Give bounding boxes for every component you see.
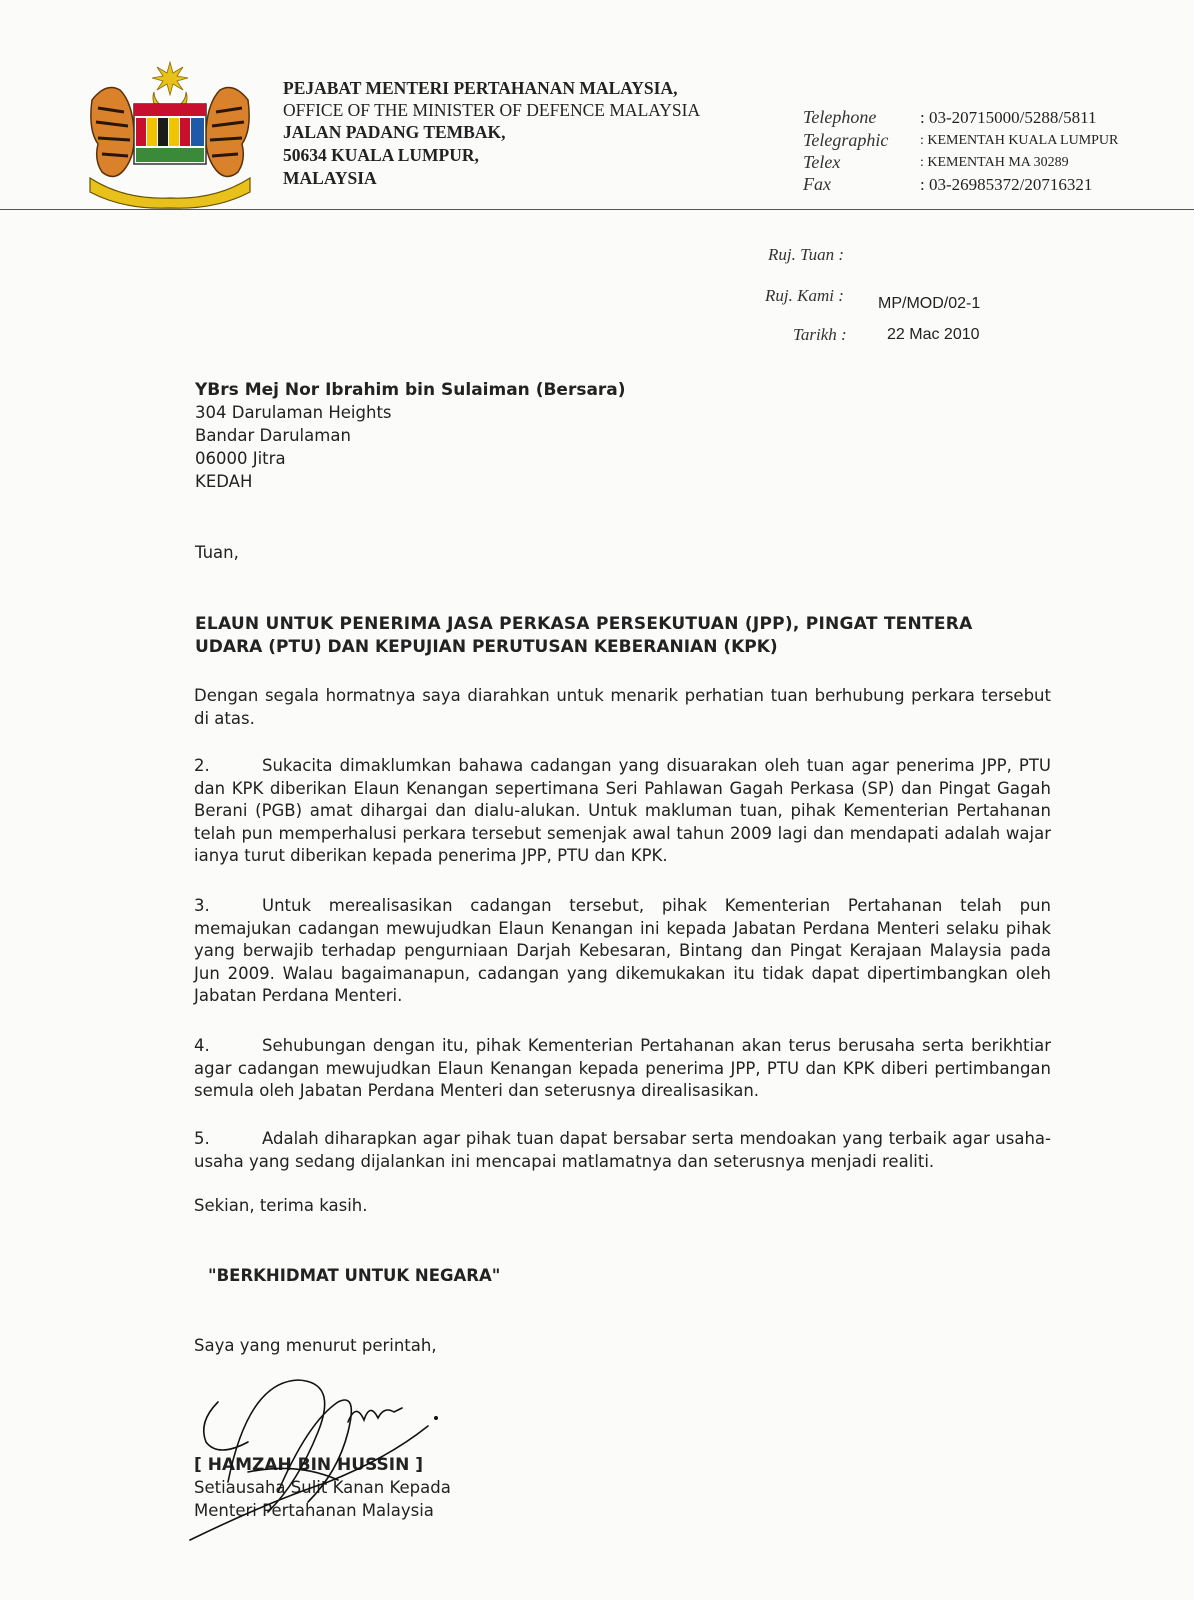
office-name-english: OFFICE OF THE MINISTER OF DEFENCE MALAYSIA bbox=[283, 100, 701, 120]
paragraph-number: 2. bbox=[194, 756, 210, 775]
paragraph-number: 5. bbox=[194, 1129, 210, 1148]
paragraph-text: Dengan segala hormatnya saya diarahkan untuk menarik perhatian tuan berhubung perkara tersebut di atas. bbox=[194, 686, 1051, 728]
closing: Sekian, terima kasih. bbox=[194, 1196, 368, 1215]
tarikh-value: 22 Mac 2010 bbox=[887, 326, 980, 343]
paragraph-number: 3. bbox=[194, 896, 210, 915]
coat-of-arms-logo bbox=[84, 60, 256, 210]
letterhead-divider bbox=[0, 209, 1194, 210]
paragraph-text: Adalah diharapkan agar pihak tuan dapat bersabar serta mendoakan yang terbaik agar usaha-usaha yang sedang dijalankan ini mencapai matlamatnya dan seterusnya menjadi realiti. bbox=[194, 1129, 1051, 1171]
office-street: JALAN PADANG TEMBAK, bbox=[283, 122, 506, 142]
ruj-kami-value: MP/MOD/02-1 bbox=[878, 295, 981, 312]
paragraph-5 bbox=[194, 1128, 1051, 1173]
tarikh-label: Tarikh : bbox=[793, 325, 847, 344]
telegraphic-value: : KEMENTAH KUALA LUMPUR bbox=[920, 133, 1119, 148]
recipient-name: YBrs Mej Nor Ibrahim bin Sulaiman (Bersara) bbox=[195, 380, 626, 400]
telegraphic-label: Telegraphic bbox=[803, 130, 889, 150]
signatory-name: [ HAMZAH BIN HUSSIN ] bbox=[194, 1455, 424, 1475]
paragraph-text: Sukacita dimaklumkan bahawa cadangan yang disuarakan oleh tuan agar penerima JPP, PTU dan KPK diberikan Elaun Kenangan sepertimana Seri Pahlawan Gagah Perkasa (SP) dan Pingat Gagah Berani (PGB) amat dihargai dan dialu-alukan. Untuk makluman tuan, pihak Kementerian Pertahanan telah pun memperhalusi perkara tersebut semenjak awal tahun 2009 lagi dan mendapati adalah wajar ianya turut diberikan kepada penerima JPP, PTU dan KPK. bbox=[194, 756, 1051, 866]
fax-value: : 03-26985372/20716321 bbox=[920, 175, 1093, 194]
office-country: MALAYSIA bbox=[283, 168, 377, 188]
salutation: Tuan, bbox=[195, 543, 239, 562]
paragraph-text: Untuk merealisasikan cadangan tersebut, pihak Kementerian Pertahanan telah pun memajukan cadangan mewujudkan Elaun Kenangan ini kepada Jabatan Perdana Menteri selaku pihak yang berwajib terhadap pengurniaan Darjah Kebesaran, Bintang dan Pingat Kerajaan Malaysia pada Jun 2009. Walau bagaimanapun, cadangan yang dikemukakan itu tidak dapat dipertimbangkan oleh Jabatan Perdana Menteri. bbox=[194, 896, 1051, 1006]
signatory-title-line: Menteri Pertahanan Malaysia bbox=[194, 1501, 434, 1520]
recipient-address-line: 304 Darulaman Heights bbox=[195, 403, 392, 422]
ruj-kami-label: Ruj. Kami : bbox=[765, 286, 844, 305]
office-postcode-city: 50634 KUALA LUMPUR, bbox=[283, 145, 479, 165]
telephone-value: : 03-20715000/5288/5811 bbox=[920, 108, 1097, 127]
telex-label: Telex bbox=[803, 152, 841, 172]
sign-off: Saya yang menurut perintah, bbox=[194, 1336, 437, 1355]
handwritten-signature bbox=[188, 1362, 448, 1544]
recipient-address-line: KEDAH bbox=[195, 472, 253, 491]
paragraph-2 bbox=[194, 755, 1051, 868]
paragraph-3 bbox=[194, 895, 1051, 1008]
subject-line: ELAUN UNTUK PENERIMA JASA PERKASA PERSEKUTUAN (JPP), PINGAT TENTERA bbox=[195, 614, 973, 634]
motto: "BERKHIDMAT UNTUK NEGARA" bbox=[208, 1266, 501, 1285]
office-name-malay: PEJABAT MENTERI PERTAHANAN MALAYSIA, bbox=[283, 78, 678, 98]
subject-line: UDARA (PTU) DAN KEPUJIAN PERUTUSAN KEBERANIAN (KPK) bbox=[195, 637, 778, 657]
telephone-label: Telephone bbox=[803, 107, 877, 127]
signatory-title-line: Setiausaha Sulit Kanan Kepada bbox=[194, 1478, 451, 1497]
ruj-tuan-label: Ruj. Tuan : bbox=[768, 245, 845, 264]
paragraph-number: 4. bbox=[194, 1036, 210, 1055]
telex-value: : KEMENTAH MA 30289 bbox=[920, 155, 1069, 170]
recipient-address-line: 06000 Jitra bbox=[195, 449, 286, 468]
recipient-address-line: Bandar Darulaman bbox=[195, 426, 351, 445]
fax-label: Fax bbox=[803, 174, 831, 194]
paragraph-4 bbox=[194, 1035, 1051, 1103]
paragraph-text: Sehubungan dengan itu, pihak Kementerian Pertahanan akan terus berusaha serta berikhtiar agar cadangan mewujudkan Elaun Kenangan kepada penerima JPP, PTU dan KPK diberi pertimbangan semula oleh Jabatan Perdana Menteri dan seterusnya direalisasikan. bbox=[194, 1036, 1051, 1101]
paragraph-1 bbox=[194, 685, 1051, 730]
